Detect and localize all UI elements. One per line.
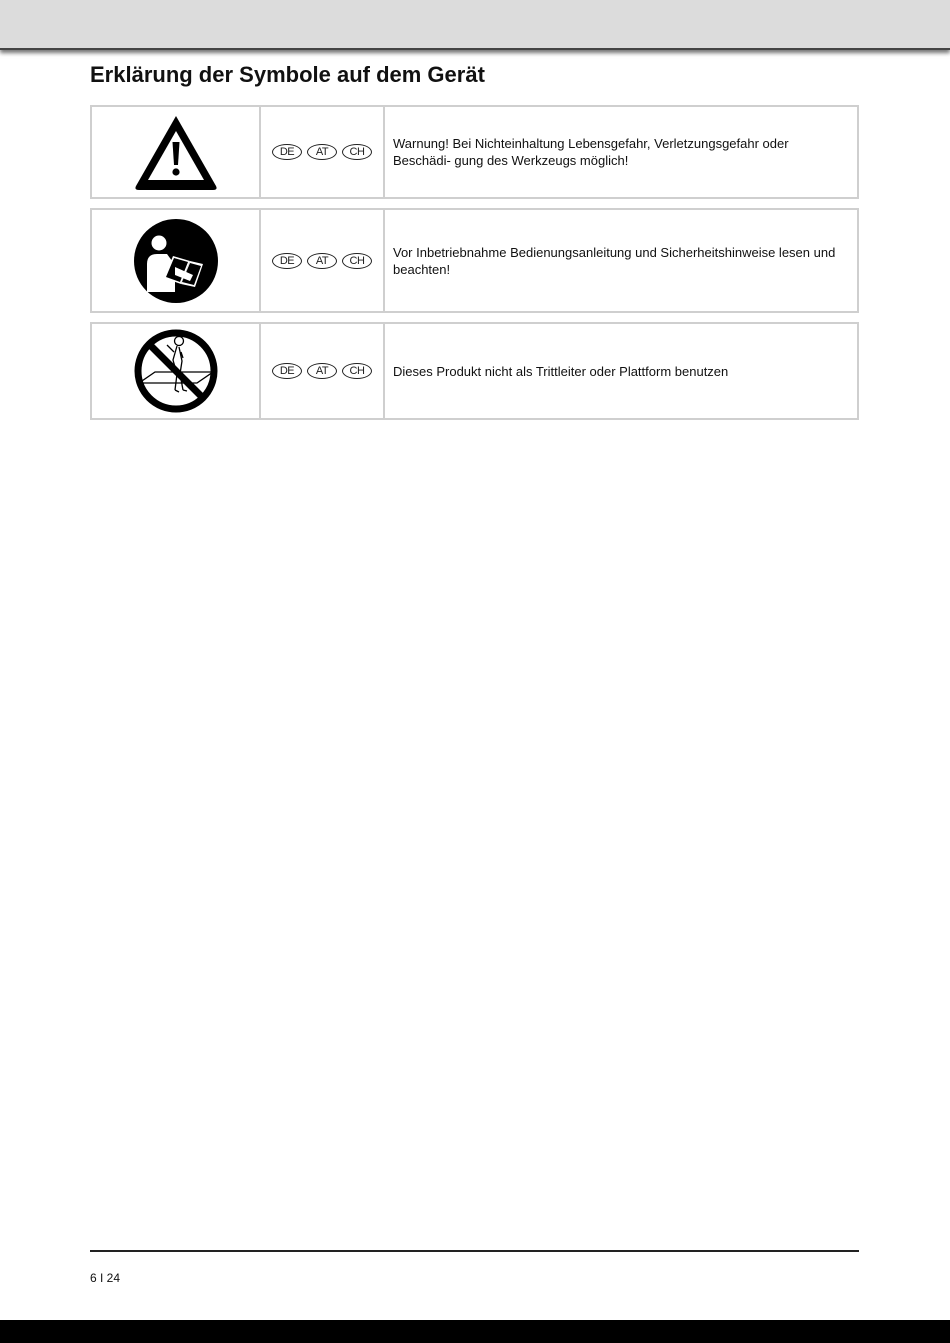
- symbol-row-no-step: [90, 322, 859, 420]
- footer-rule: [90, 1250, 859, 1252]
- symbol-icon-cell: [92, 324, 261, 418]
- symbol-description-text: Dieses Produkt nicht als Trittleiter oder Plattform benutzen: [393, 363, 729, 379]
- header-band: [0, 0, 950, 50]
- country-badge-at: AT: [307, 144, 337, 160]
- country-badges: [261, 210, 385, 311]
- warning-triangle-icon: [132, 112, 220, 192]
- symbol-row-read-manual: [90, 208, 859, 313]
- country-badge-de: DE: [272, 253, 302, 269]
- page-number: 6 I 24: [90, 1271, 121, 1285]
- symbol-icon-cell: [92, 210, 261, 311]
- country-badge-ch: CH: [342, 144, 372, 160]
- footer-band: [0, 1320, 950, 1343]
- country-badge-de: DE: [272, 363, 302, 379]
- symbol-row-warning: [90, 105, 859, 199]
- page-title: Erklärung der Symbole auf dem Gerät: [90, 62, 485, 87]
- symbol-description: [385, 324, 857, 418]
- symbol-description: [385, 107, 857, 197]
- country-badges: [261, 324, 385, 418]
- country-badges: [261, 107, 385, 197]
- symbol-icon-cell: [92, 107, 261, 197]
- read-manual-icon: [133, 218, 219, 304]
- symbol-description-text: Vor Inbetriebnahme Bedienungsanleitung und Sicherheitshinweise lesen und beachten!: [393, 244, 836, 277]
- symbol-description: [385, 210, 857, 311]
- country-badge-de: DE: [272, 144, 302, 160]
- country-badge-ch: CH: [342, 363, 372, 379]
- country-badge-ch: CH: [342, 253, 372, 269]
- country-badge-at: AT: [307, 363, 337, 379]
- country-badge-at: AT: [307, 253, 337, 269]
- no-step-icon: [133, 328, 219, 414]
- symbol-description-text: Warnung! Bei Nichteinhaltung Lebensgefahr, Verletzungsgefahr oder Beschädi- gung des Werkzeugs möglich!: [393, 136, 789, 168]
